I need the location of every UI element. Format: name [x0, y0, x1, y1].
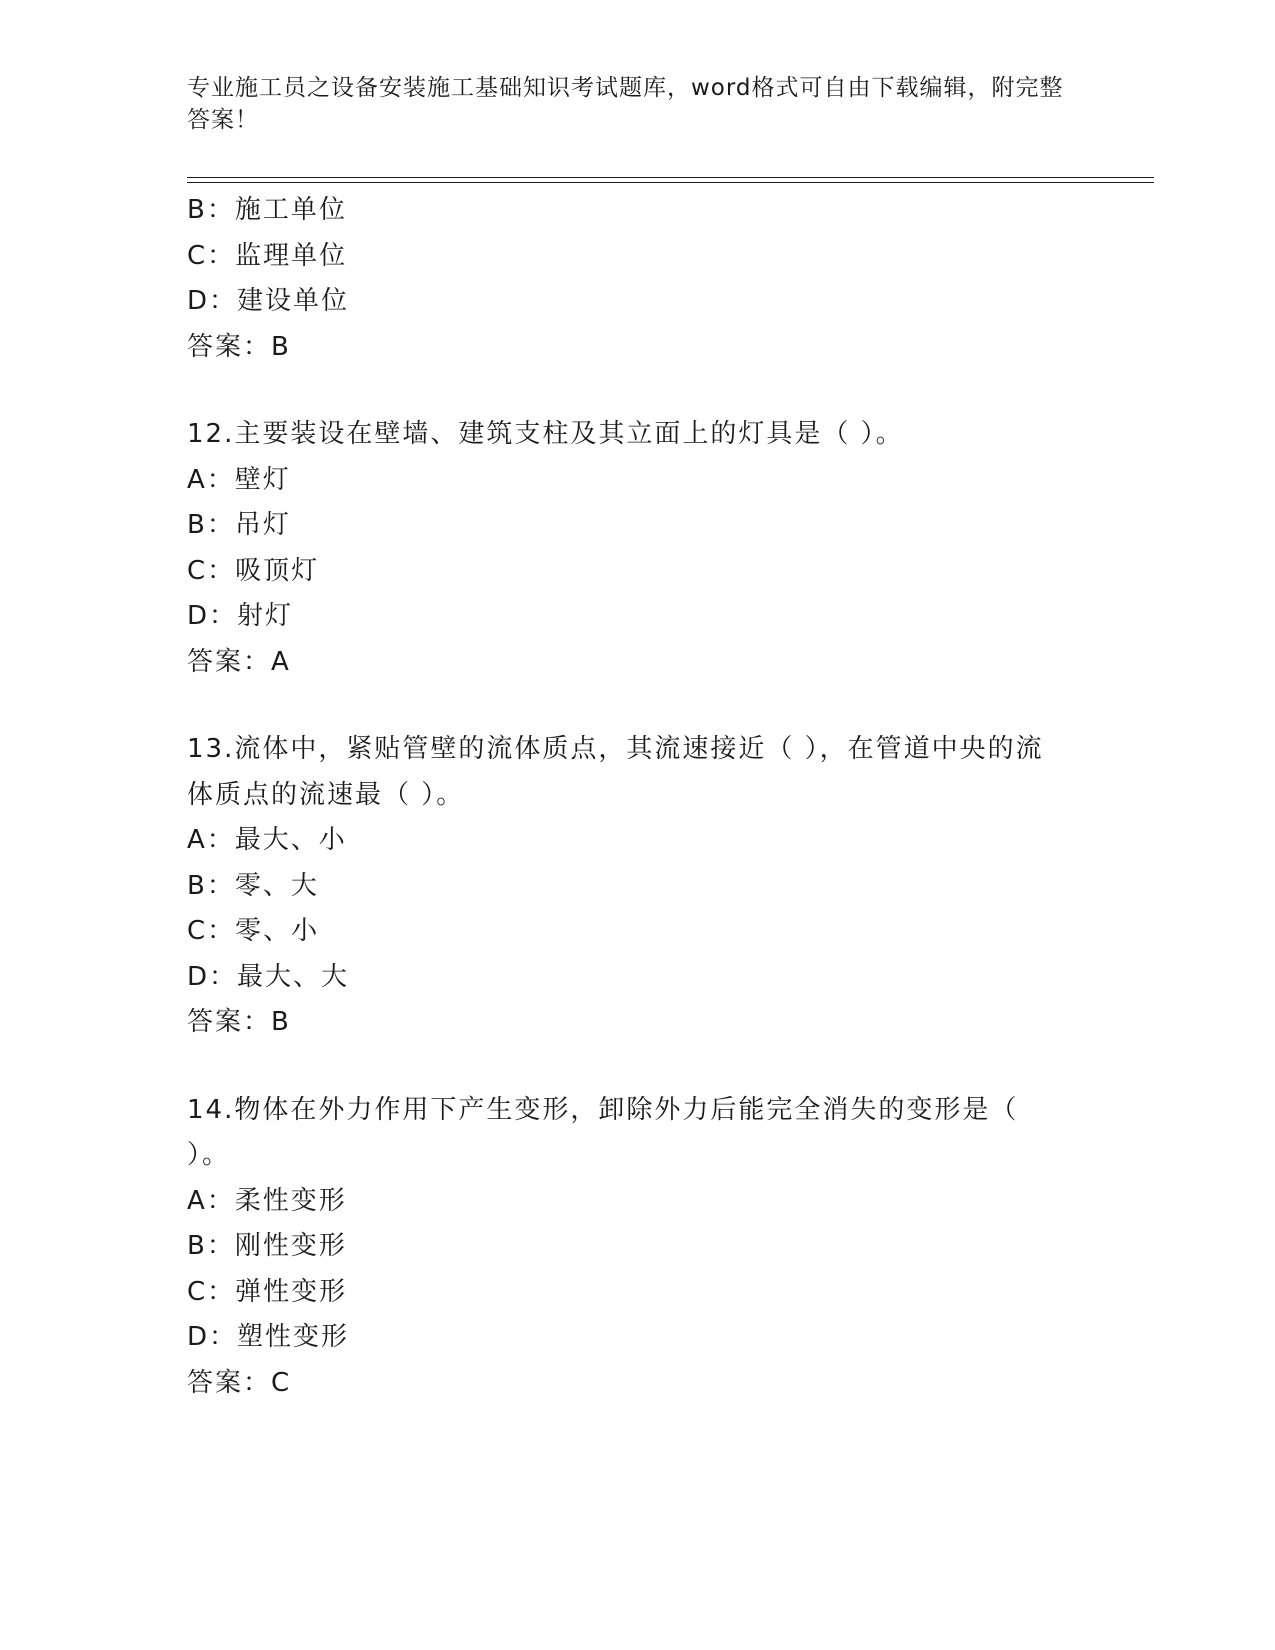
answer-line: 答案：B [187, 331, 291, 362]
answer-line: 答案：B [187, 1007, 291, 1037]
option-d: D：塑性变形 [187, 1322, 350, 1352]
question-block-13 [187, 727, 1067, 1046]
spacer [187, 685, 1067, 727]
option-c: C：吸顶灯 [187, 555, 320, 586]
header-rule-bottom [187, 182, 1154, 183]
option-b: B：零、大 [187, 870, 319, 901]
option-a: A：柔性变形 [187, 1185, 347, 1216]
question-block-14 [187, 1088, 1067, 1407]
option-d: D：最大、大 [187, 961, 350, 992]
spacer [187, 1046, 1067, 1088]
option-d: D：射灯 [187, 601, 294, 631]
question-text: 13.流体中，紧贴管壁的流体质点，其流速接近（ ），在管道中央的流体质点的流速最（ ）。 [187, 734, 1044, 810]
option-b: B：施工单位 [187, 195, 347, 225]
answer-line: 答案：C [187, 1367, 292, 1398]
spacer [187, 370, 1067, 412]
question-text: 14.物体在外力作用下产生变形，卸除外力后能完全消失的变形是（ ）。 [187, 1094, 1019, 1170]
partial-question-block [187, 188, 1067, 370]
option-b: B：刚性变形 [187, 1231, 347, 1261]
option-c: C：监理单位 [187, 240, 348, 271]
header-rule-top [187, 177, 1154, 178]
answer-line: 答案：A [187, 646, 291, 677]
option-a: A：最大、小 [187, 825, 347, 855]
option-a: A：壁灯 [187, 464, 291, 495]
question-block-12 [187, 412, 1067, 685]
question-text: 12.主要装设在壁墙、建筑支柱及其立面上的灯具是（ ）。 [187, 419, 904, 449]
question-list [187, 188, 1067, 1406]
option-b: B：吊灯 [187, 510, 291, 540]
option-c: C：弹性变形 [187, 1276, 348, 1307]
option-d: D：建设单位 [187, 286, 350, 316]
option-c: C：零、小 [187, 916, 320, 946]
document-header [187, 72, 1067, 136]
header-title: 专业施工员之设备安装施工基础知识考试题库，word格式可自由下载编辑，附完整答案！ [187, 75, 1064, 133]
